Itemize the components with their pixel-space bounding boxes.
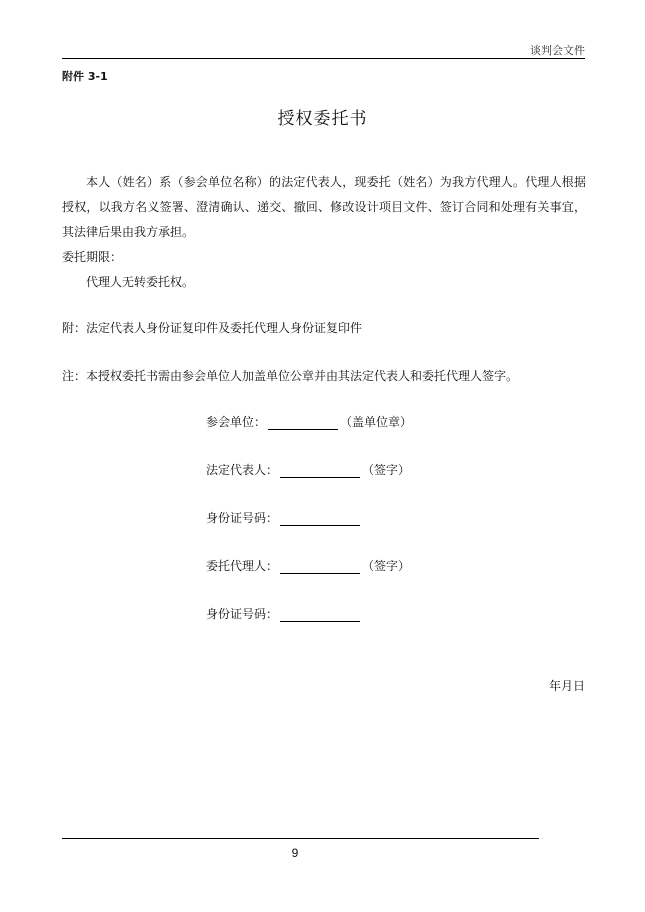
signature-label: 委托代理人： (206, 559, 279, 573)
header-label: 谈判会文件 (530, 44, 585, 57)
no-transfer-statement: 代理人无转委托权。 (86, 275, 195, 289)
signature-label: 身份证号码： (206, 607, 279, 621)
date-label: 年月日 (548, 679, 585, 693)
signature-blank (280, 608, 360, 622)
signature-suffix: （盖单位章） (340, 415, 413, 429)
signature-row-legal-rep (206, 461, 410, 478)
page-number: 9 (291, 846, 299, 860)
signature-suffix: （签字） (362, 559, 411, 573)
signature-blank (280, 512, 360, 526)
signature-label: 法定代表人： (206, 463, 279, 477)
body-paragraph: 本人（姓名）系（参会单位名称）的法定代表人，现委托（姓名）为我方代理人。代理人根据授权，以我方名义签署、澄清确认、递交、撤回、修改设计项目文件、签订合同和处理有关事宜，其法律后果由我方承担。 (62, 175, 586, 239)
header-divider (62, 58, 585, 59)
signature-blank (268, 416, 338, 430)
footer-divider (62, 838, 539, 839)
attachment-label: 附件 3-1 (62, 70, 108, 83)
note: 注：本授权委托书需由参会单位人加盖单位公章并由其法定代表人和委托代理人签字。 (62, 369, 519, 383)
period-label: 委托期限： (62, 250, 123, 264)
signature-row-agent (206, 557, 410, 574)
signature-blank (280, 560, 360, 574)
signature-row-unit (206, 413, 412, 430)
signature-row-agent-id (206, 605, 362, 622)
signature-label: 参会单位： (206, 415, 267, 429)
signature-blank (280, 464, 360, 478)
attachment-note: 附：法定代表人身份证复印件及委托代理人身份证复印件 (62, 321, 363, 335)
signature-label: 身份证号码： (206, 511, 279, 525)
signature-suffix: （签字） (362, 463, 411, 477)
signature-row-legal-rep-id (206, 509, 362, 526)
document-title: 授权委托书 (277, 109, 368, 129)
body-text (62, 170, 586, 295)
